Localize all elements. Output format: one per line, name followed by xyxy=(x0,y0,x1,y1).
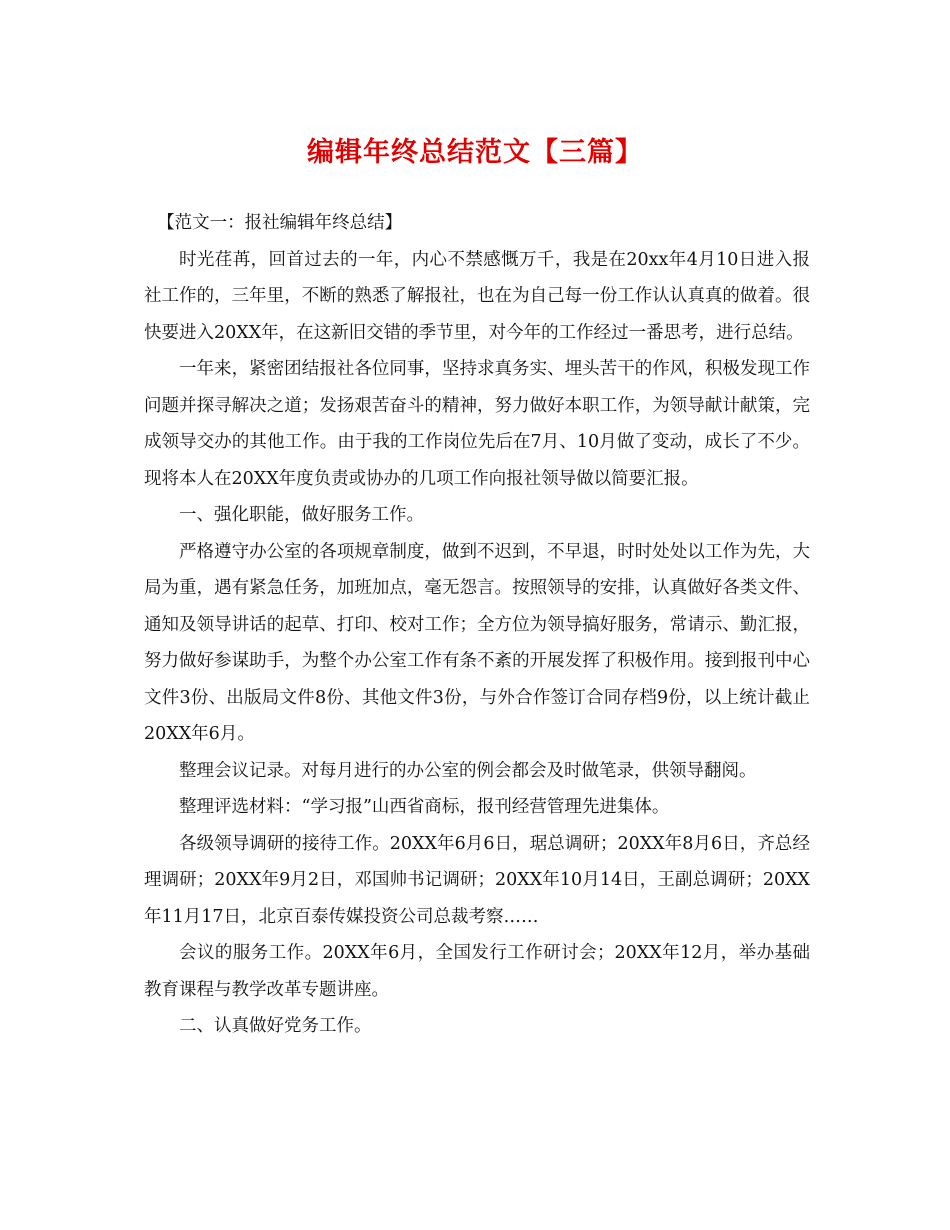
paragraph-intro: 时光荏苒，回首过去的一年，内心不禁感慨万千，我是在20xx年4月10日进入报社工作的，三年里，不断的熟悉了解报社，也在为自己每一份工作认认真真的做着。很快要进入20XX年，在这新旧交错的季节里，对今年的工作经过一番思考，进行总结。 xyxy=(144,249,810,343)
heading-strengthen-functions: 一、强化职能，做好服务工作。 xyxy=(179,505,424,525)
paragraph-overview: 一年来，紧密团结报社各位同事，坚持求真务实、埋头苦干的作风，积极发现工作问题并探寻解决之道；发扬艰苦奋斗的精神，努力做好本职工作，为领导献计献策，完成领导交办的其他工作。由于我的工作岗位先后在7月、10月做了变动，成长了不少。现将本人在20XX年度负责或协办的几项工作向报社领导做以简要汇报。 xyxy=(144,359,810,489)
paragraph-office-rules: 严格遵守办公室的各项规章制度，做到不迟到，不早退，时时处处以工作为先，大局为重，遇有紧急任务，加班加点，毫无怨言。按照领导的安排，认真做好各类文件、通知及领导讲话的起草、打印、校对工作；全方位为领导搞好服务，常请示、勤汇报，努力做好参谋助手，为整个办公室工作有条不紊的开展发挥了积极作用。接到报刊中心文件3份、出版局文件8份、其他文件3份，与外合作签订合同存档9份，以上统计截止20XX年6月。 xyxy=(144,541,810,744)
paragraph-evaluation-materials: 整理评选材料：“学习报”山西省商标，报刊经营管理先进集体。 xyxy=(179,797,670,817)
document-title: 编辑年终总结范文【三篇】 xyxy=(307,137,643,168)
paragraph-meeting-records: 整理会议记录。对每月进行的办公室的例会都会及时做笔录，供领导翻阅。 xyxy=(179,760,757,781)
document-body xyxy=(144,205,810,1045)
section-heading-sample-one: 【范文一：报社编辑年终总结】 xyxy=(157,213,403,233)
paragraph-reception-work: 各级领导调研的接待工作。20XX年6月6日，琚总调研；20XX年8月6日，齐总经理调研；20XX年9月2日，邓国帅书记调研；20XX年10月14日，王副总调研；20XX年11月17日，北京百泰传媒投资公司总裁考察…… xyxy=(144,833,810,927)
heading-party-work: 二、认真做好党务工作。 xyxy=(179,1016,372,1036)
paragraph-meeting-services: 会议的服务工作。20XX年6月，全国发行工作研讨会；20XX年12月，举办基础教育课程与教学改革专题讲座。 xyxy=(144,943,810,1000)
